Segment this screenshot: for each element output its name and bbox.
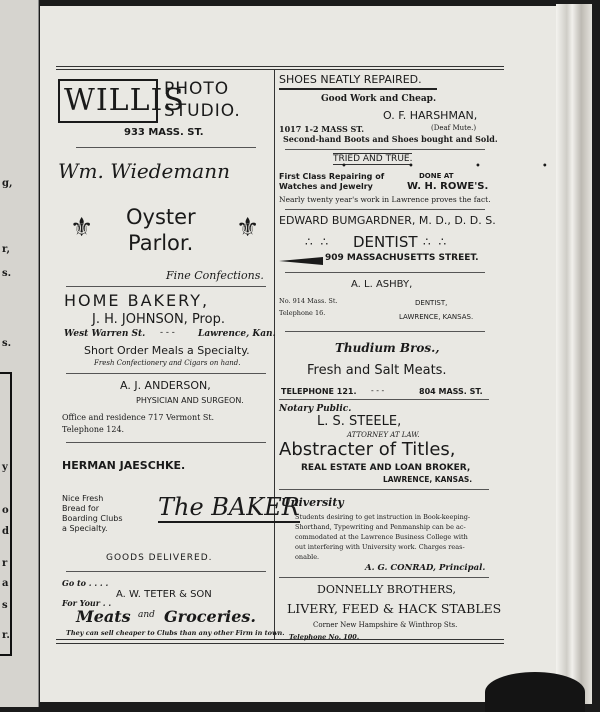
rowe-years: Nearly twenty year's work in Lawrence proves the fact. [279,195,491,204]
divider [285,149,485,150]
steele-notary: Notary Public. [279,404,352,414]
thudium-dashes: - - - [371,386,385,395]
jaeschke-line: Bread for [62,504,100,513]
teter-and: and [138,610,155,620]
university-line: Students desiring to get instruction in Book-keeping- [295,513,471,521]
left-fragment: d [2,526,9,537]
ashby-name: A. L. ASHBY, [351,279,413,290]
dentist-dots-right: ∴ ∴ [423,235,449,249]
teter-groceries: Groceries. [164,607,256,626]
jaeschke-footer: GOODS DELIVERED. [106,553,213,563]
top-rule [56,66,504,67]
bakery-street: West Warren St. [64,329,146,339]
divider [66,571,266,572]
advertisement-page [40,6,556,702]
wiedemann-oyster: Oyster [126,205,196,229]
zigzag-rule [279,88,437,90]
right-column [275,69,554,641]
bumgardner-name: EDWARD BUMGARDNER, M. D., D. D. S. [279,214,496,227]
left-fragment: y [2,462,8,473]
left-fragment: r. [2,630,10,641]
steele-name: L. S. STEELE, [317,414,402,429]
thudium-meats: Fresh and Salt Meats. [307,363,447,378]
bakery-dashes: - - - [160,328,175,338]
teter-meats: Meats [76,607,131,626]
bottom-rule [56,639,504,640]
ashby-title: DENTIST, [415,299,448,307]
bottom-rule-outer [56,643,504,644]
rowe-head: TRIED AND TRUE. [333,154,413,164]
left-column [56,69,300,639]
jaeschke-name: HERMAN JAESCHKE. [62,459,186,472]
willis-logo [58,79,185,123]
left-fragment: g, [2,178,13,189]
willis-photo: PHOTO [164,79,230,99]
dentist-dots-left: ∴ ∴ [305,235,331,249]
divider [66,373,266,374]
left-fragment: r, [2,244,11,255]
rowe-dots: • • • • [341,161,554,172]
ashby-phone: Telephone 16. [279,309,326,317]
willis-address: 933 MASS. ST. [124,127,204,138]
bakery-owner: J. H. JOHNSON, Prop. [92,312,225,327]
teter-name: A. W. TETER & SON [116,589,212,600]
harshman-second: Second-hand Boots and Shoes bought and Sold. [283,134,498,144]
rowe-line2: Watches and Jewelry [279,182,373,191]
teter-for: For Your . . [62,598,112,608]
university-line: Shorthand, Typewriting and Penmanship can be ac- [295,523,466,531]
left-page-edge [0,0,39,707]
thumb-shadow [485,672,585,712]
divider [66,442,266,443]
steele-estate: REAL ESTATE AND LOAN BROKER, [301,463,471,473]
teter-goto: Go to . . . . [62,578,109,588]
bakery-title: HOME BAKERY, [64,291,210,310]
bakery-note: Fresh Confectionery and Cigars on hand. [94,359,241,367]
left-fragment: s. [2,338,12,349]
donnelly-name: DONNELLY BROTHERS, [317,583,457,596]
divider [66,286,266,287]
harshman-deaf: (Deaf Mute.) [431,124,477,132]
bumgardner-addr: 909 MASSACHUSETTS STREET. [325,253,479,263]
left-fragment: s [2,600,8,611]
ornament-icon: ⚜ [236,213,260,243]
jaeschke-line: Nice Fresh [62,494,104,503]
donnelly-phone: Telephone No. 100. [289,633,360,641]
left-fragment: o [2,505,9,516]
teter-cheap: They can sell cheaper to Clubs than any other Firm in town. [66,629,285,637]
wiedemann-parlor: Parlor. [128,231,194,255]
book-page-edges [556,4,592,704]
the-baker-logo: The BAKER [158,493,300,521]
anderson-office: Office and residence 717 Vermont St. [62,413,215,422]
divider [279,577,489,578]
donnelly-livery: LIVERY, FEED & HACK STABLES [287,601,502,616]
divider [279,399,489,400]
university-head: University [281,496,344,509]
left-fragment: s. [2,268,12,279]
steele-abstracter: Abstracter of Titles, [279,439,456,460]
university-line: out interfering with University work. Charges reas- [295,543,465,551]
harshman-head: SHOES NEATLY REPAIRED. [279,73,422,86]
harshman-name: O. F. HARSHMAN, [383,109,478,122]
donnelly-corner: Corner New Hampshire & Winthrop Sts. [313,621,458,629]
jaeschke-line: a Specialty. [62,524,108,533]
willis-studio: STUDIO. [164,101,241,121]
rowe-done: DONE AT [419,172,454,180]
rowe-name: W. H. ROWE'S. [407,181,489,192]
thudium-name: Thudium Bros., [335,341,440,355]
rowe-line1: First Class Repairing of [279,172,385,181]
university-line: commodated at the Lawrence Business College with [295,533,468,541]
bakery-special: Short Order Meals a Specialty. [84,344,250,357]
steele-city: LAWRENCE, KANSAS. [383,475,473,484]
steele-atty: ATTORNEY AT LAW. [347,431,420,439]
jaeschke-line: Boarding Clubs [62,514,123,523]
anderson-name: A. J. ANDERSON, [120,379,211,392]
pointer-wedge [279,257,323,265]
left-fragment: a [2,578,9,589]
thudium-phone: TELEPHONE 121. [281,387,357,396]
divider [285,209,485,210]
divider [285,331,485,332]
left-page-border [0,372,12,656]
divider [279,489,489,490]
university-sign: A. G. CONRAD, Principal. [365,563,486,573]
anderson-phone: Telephone 124. [62,425,125,434]
left-fragment: r [2,558,8,569]
thudium-addr: 804 MASS. ST. [419,387,483,396]
university-line: onable. [295,553,320,561]
harshman-addr: 1017 1-2 MASS ST. [279,124,364,134]
bakery-city: Lawrence, Kan. [198,329,276,339]
bumgardner-title: DENTIST [353,233,418,251]
ashby-addr: No. 914 Mass. St. [279,297,338,305]
divider [76,147,256,148]
harshman-good: Good Work and Cheap. [321,94,437,104]
anderson-title: PHYSICIAN AND SURGEON. [136,396,244,405]
ashby-city: LAWRENCE, KANSAS. [399,313,474,321]
wiedemann-name: Wm. Wiedemann [58,159,230,183]
wiedemann-tag: Fine Confections. [166,269,264,282]
divider [285,272,485,273]
willis-name: WILLIS [64,83,185,118]
ornament-icon: ⚜ [70,213,94,243]
